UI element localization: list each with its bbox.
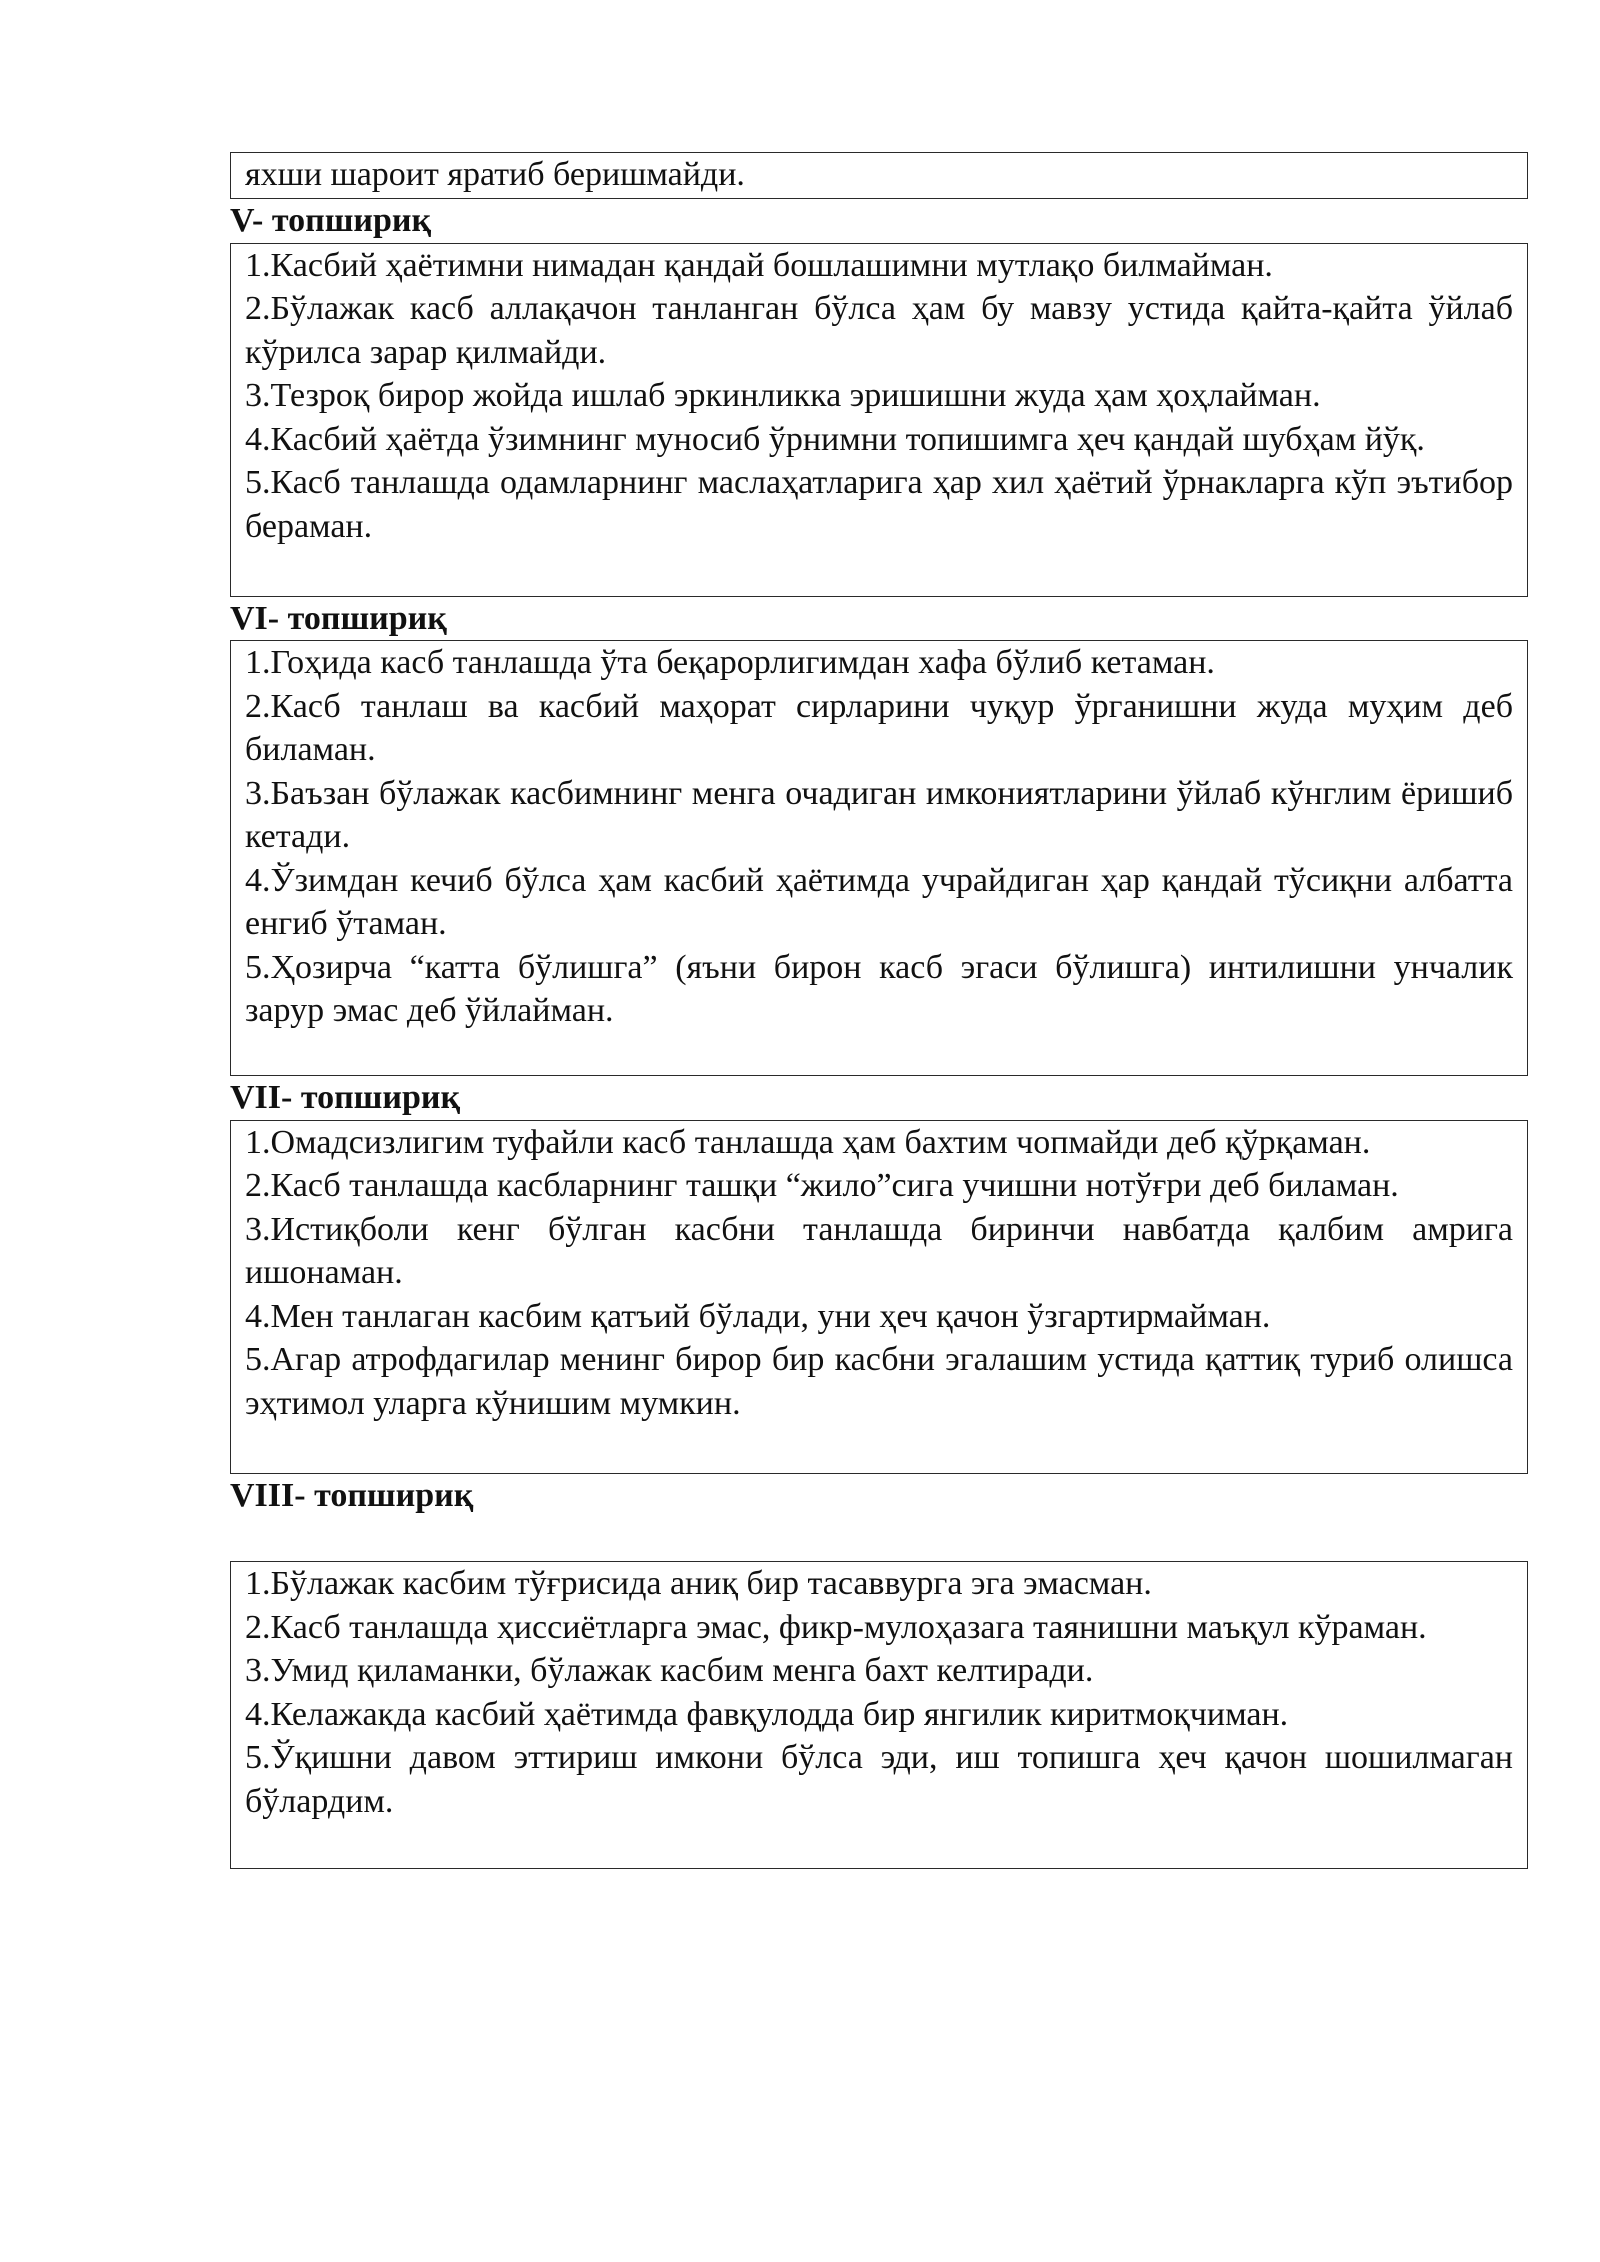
section-heading-v: V- топшириқ	[230, 202, 432, 239]
list-item: 1.Омадсизлигим туфайли касб танлашда ҳам бахтим чопмайди деб қўрқаман.	[245, 1123, 1371, 1161]
list-item: 4.Мен танлаган касбим қатъий бўлади, уни ҳеч қачон ўзгартирмайман.	[245, 1297, 1271, 1335]
section-heading-vi: VI- топшириқ	[230, 599, 447, 637]
intro-box	[230, 152, 1528, 199]
list-item: 2.Касб танлаш ва касбий маҳорат сирларини чуқур ўрганишни жуда муҳим деб биламан.	[245, 687, 1513, 768]
list-item: 5.Касб танлашда одамларнинг маслаҳатларига ҳар хил ҳаётий ўрнакларга кўп эътибор бераман.	[245, 464, 1513, 545]
section-spacer	[230, 1517, 1528, 1561]
list-item: 1.Гоҳида касб танлашда ўта беқарорлигимдан хафа бўлиб кетаман.	[245, 644, 1215, 681]
section-box-v	[230, 243, 1528, 597]
list-item: 3.Баъзан бўлажак касбимнинг менга очадиган имкониятларини ўйлаб кўнглим ёришиб кетади.	[245, 774, 1513, 855]
list-item: 3.Умид қиламанки, бўлажак касбим менга бахт келтиради.	[245, 1652, 1094, 1689]
list-item: 3.Истиқболи кенг бўлган касбни танлашда биринчи навбатда қалбим амрига ишонаман.	[245, 1210, 1513, 1291]
list-item: 2.Бўлажак касб аллақачон танланган бўлса ҳам бу мавзу устида қайта-қайта ўйлаб кўрилса зарар қилмайди.	[245, 290, 1513, 371]
list-item: 2.Касб танлашда ҳиссиётларга эмас, фикр-мулоҳазага таянишни маъқул кўраман.	[245, 1608, 1427, 1646]
list-item: 5.Ўқишни давом эттириш имкони бўлса эди, иш топишга ҳеч қачон шошилмаган бўлардим.	[245, 1739, 1513, 1820]
document-page	[230, 152, 1528, 1869]
section-heading-vii: VII- топшириқ	[230, 1079, 461, 1116]
section-heading-viii: VIII- топшириқ	[230, 1476, 474, 1514]
list-item: 1.Касбий ҳаётимни нимадан қандай бошлашимни мутлақо билмайман.	[245, 246, 1273, 284]
list-item: 3.Тезроқ бирор жойда ишлаб эркинликка эришишни жуда ҳам ҳоҳлайман.	[245, 377, 1321, 414]
list-item: 2.Касб танлашда касбларнинг ташқи “жило”сига учишни нотўғри деб биламан.	[245, 1167, 1399, 1204]
section-box-vii	[230, 1120, 1528, 1474]
list-item: 4.Касбий ҳаётда ўзимнинг муносиб ўрнимни топишимга ҳеч қандай шубҳам йўқ.	[245, 420, 1425, 458]
list-item: 1.Бўлажак касбим тўғрисида аниқ бир тасаввурга эга эмасман.	[245, 1565, 1152, 1602]
list-item: 5.Агар атрофдагилар менинг бирор бир касбни эгалашим устида қаттиқ туриб олишса эҳтимол уларга кўнишим мумкин.	[245, 1341, 1513, 1422]
section-box-viii	[230, 1561, 1528, 1869]
list-item: 5.Ҳозирча “катта бўлишга” (яъни бирон касб эгаси бўлишга) интилишни унчалик зарур эмас деб ўйлайман.	[245, 948, 1513, 1029]
list-item: 4.Келажакда касбий ҳаётимда фавқулодда бир янгилик киритмоқчиман.	[245, 1695, 1289, 1733]
list-item: 4.Ўзимдан кечиб бўлса ҳам касбий ҳаётимда учрайдиган ҳар қандай тўсиқни албатта енгиб ўтаман.	[245, 861, 1513, 942]
section-box-vi	[230, 640, 1528, 1076]
intro-text: яхши шароит яратиб беришмайди.	[245, 156, 745, 193]
